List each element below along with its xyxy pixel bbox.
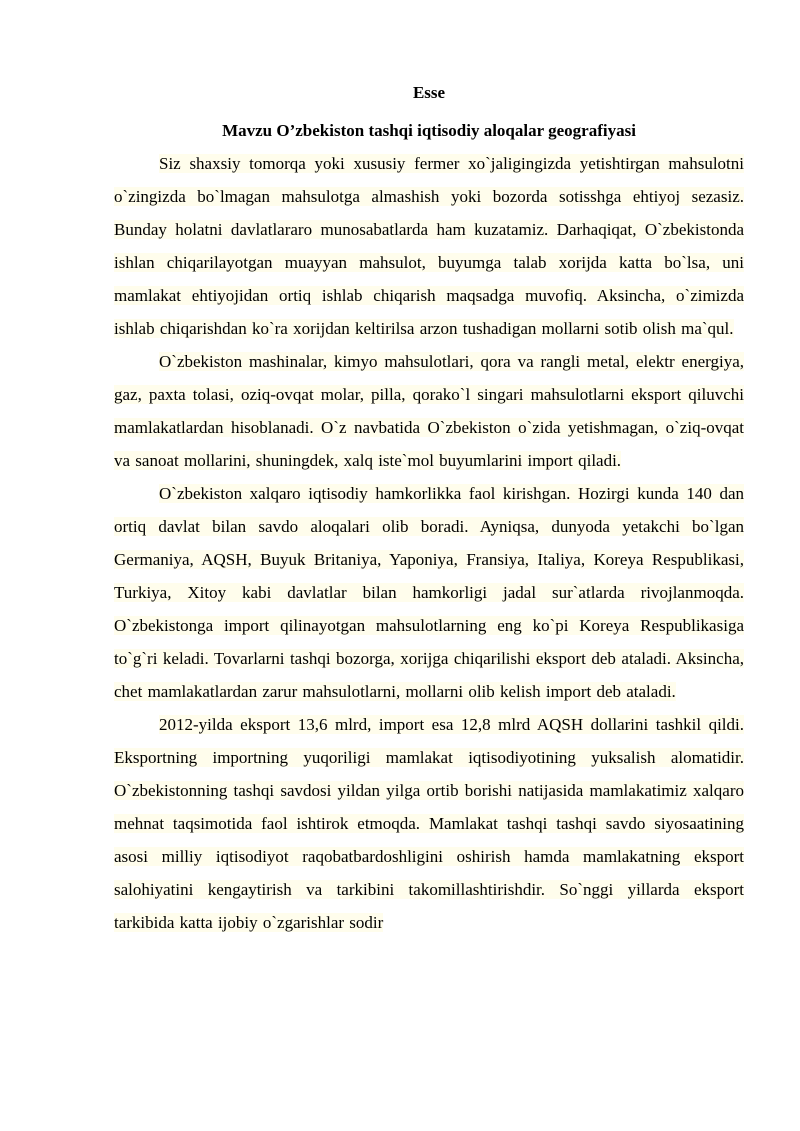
paragraph — [114, 708, 744, 939]
paragraph-text: O`zbekiston xalqaro iqtisodiy hamkorlikka faol kirishgan. Hozirgi kunda 140 dan ortiq davlat bilan savdo aloqalari olib boradi. Ayniqsa, dunyoda yetakchi bo`lgan Germaniya, AQSH, Buyuk Britaniya, Yaponiya, Fransiya, Italiya, Koreya Respublikasi, Turkiya, Xitoy kabi davlatlar bilan hamkorligi jadal sur`atlarda rivojlanmoqda. O`zbekistonga import qilinayotgan mahsulotlarning eng ko`pi Koreya Respublikasiga to`g`ri keladi. Tovarlarni tashqi bozorga, xorijga chiqarilishi eksport deb ataladi. Aksincha, chet mamlakatlardan zarur mahsulotlarni, mollarni olib kelish import deb ataladi. — [114, 484, 744, 701]
paragraph — [114, 147, 744, 345]
paragraph-text: 2012-yilda eksport 13,6 mlrd, import esa 12,8 mlrd AQSH dollarini tashkil qildi. Eksportning importning yuqoriligi mamlakat iqtisodiyotining yuksalish alomatidir. O`zbekistonning tashqi savdosi yildan yilga ortib borishi natijasida mamlakatimiz xalqaro mehnat taqsimotida faol ishtirok etmoqda. Mamlakat tashqi tashqi savdo siyosaatining asosi milliy iqtisodiyot raqobatbardoshligini oshirish hamda mamlakatning eksport salohiyatini kengaytirish va tarkibini takomillashtirishdir. So`nggi yillarda eksport tarkibida katta ijobiy o`zgarishlar sodir — [114, 715, 744, 932]
paragraph — [114, 345, 744, 477]
paragraph-text: Siz shaxsiy tomorqa yoki xususiy fermer xo`jaligingizda yetishtirgan mahsulotni o`zingizda bo`lmagan mahsulotga almashish yoki bozorda sotisshga ehtiyoj sezasiz. Bunday holatni davlatlararo munosabatlarda ham kuzatamiz. Darhaqiqat, O`zbekistonda ishlan chiqarilayotgan muayyan mahsulot, buyumga talab xorijda katta bo`lsa, uni mamlakat ehtiyojidan ortiq ishlab chiqarish maqsadga muvofiq. Aksincha, o`zimizda ishlab chiqarishdan ko`ra xorijdan keltirilsa arzon tushadigan mollarni sotib olish ma`qul. — [114, 154, 744, 338]
paragraph-text: O`zbekiston mashinalar, kimyo mahsulotlari, qora va rangli metal, elektr energiya, gaz, paxta tolasi, oziq-ovqat molar, pilla, qorako`l singari mahsulotlarni eksport qiluvchi mamlakatlardan hisoblanadi. O`z navbatida O`zbekiston o`zida yetishmagan, o`ziq-ovqat va sanoat mollarini, shuningdek, xalq iste`mol buyumlarini import qiladi. — [114, 352, 744, 470]
paragraph — [114, 477, 744, 708]
essay-title: Esse — [412, 83, 446, 102]
essay-subtitle: Mavzu O’zbekiston tashqi iqtisodiy aloqalar geografiyasi — [222, 121, 636, 140]
